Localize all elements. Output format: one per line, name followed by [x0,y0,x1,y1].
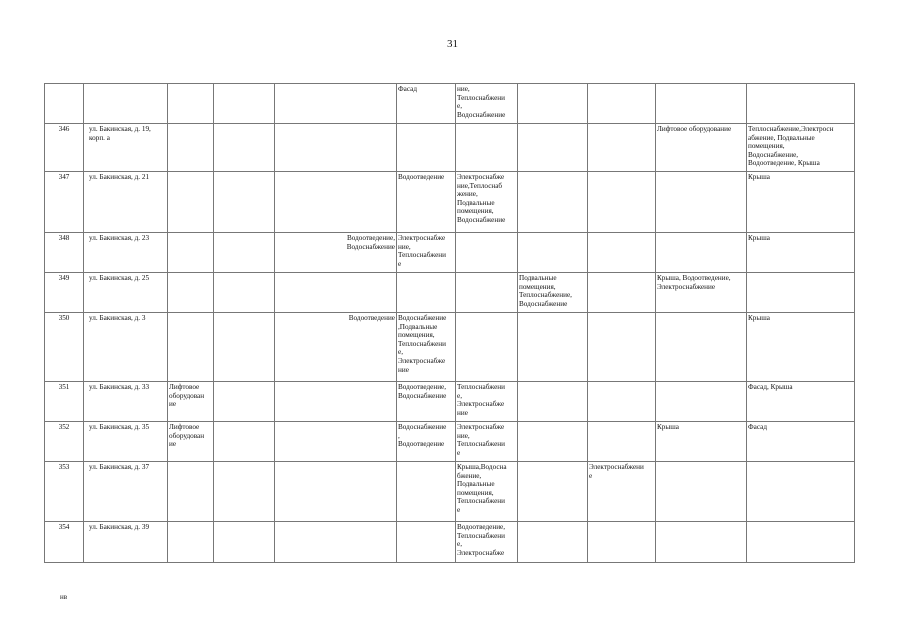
category-cell-c8 [518,84,588,124]
category-cell-c8 [518,124,588,172]
address-cell [84,273,168,313]
category-cell-c7 [456,462,518,522]
category-cell-c9 [588,422,656,462]
cell-text: Водоснабжение , Водоотведение [398,423,447,449]
category-cell-c11 [747,313,855,382]
category-cell-c6 [397,124,456,172]
cell-text: ул. Бакинская, д. 21 [89,173,150,181]
cell-text: ул. Бакинская, д. 19, корп. а [89,125,151,142]
table-row [45,124,855,172]
cell-text: Лифтовое оборудование [657,125,732,133]
category-cell-c6 [397,382,456,422]
category-cell-c3 [168,422,214,462]
category-cell-c7 [456,382,518,422]
category-cell-c7 [456,172,518,233]
row-number-cell [45,422,84,462]
category-cell-c4 [214,382,275,422]
category-cell-c7 [456,422,518,462]
category-cell-c9 [588,84,656,124]
category-cell-c3 [168,84,214,124]
category-cell-c5 [275,233,397,273]
cell-text: 347 [58,173,70,181]
cell-text: Фасад [398,85,417,93]
address-cell [84,382,168,422]
address-cell [84,233,168,273]
category-cell-c8 [518,422,588,462]
category-cell-c5 [275,124,397,172]
category-cell-c3 [168,233,214,273]
category-cell-c3 [168,522,214,563]
row-number-cell [45,313,84,382]
row-number-cell [45,124,84,172]
cell-text: ул. Бакинская, д. 25 [89,274,150,282]
cell-text: 348 [58,234,70,242]
category-cell-c5 [275,84,397,124]
category-cell-c3 [168,313,214,382]
category-cell-c6 [397,233,456,273]
cell-text: Электроснабже ние, Теплоснабжени е [398,234,446,268]
table-row [45,233,855,273]
category-cell-c9 [588,462,656,522]
cell-text: Крыша, Водоотведение, Электроснабжение [657,274,731,291]
category-cell-c8 [518,313,588,382]
category-cell-c5 [275,522,397,563]
cell-text: Электроснабже ние,Теплоснаб жение, Подвальные помещения, Водоснабжение [457,173,506,224]
category-cell-c7 [456,273,518,313]
category-cell-c4 [214,422,275,462]
category-cell-c7 [456,313,518,382]
category-cell-c11 [747,84,855,124]
cell-text: Крыша,Водосна бжение, Подвальные помещения, Теплоснабжени е [457,463,507,514]
category-cell-c10 [656,522,747,563]
cell-text: Водоотведение [348,314,395,322]
cell-text: Электроснабжени е [589,463,644,480]
address-cell [84,422,168,462]
cell-text: Подвальные помещения, Теплоснабжение, Водоснабжение [519,274,572,308]
category-cell-c4 [214,273,275,313]
cell-text: Водоснабжение ,Подвальные помещения, Теплоснабжени е, Электроснабже ние [398,314,447,374]
category-cell-c8 [518,462,588,522]
cell-text: 352 [58,423,70,431]
category-cell-c8 [518,382,588,422]
category-cell-c8 [518,522,588,563]
category-cell-c11 [747,422,855,462]
cell-text: ние, Теплоснабжени е, Водоснабжение [457,85,506,119]
table-row [45,522,855,563]
category-cell-c10 [656,462,747,522]
address-cell [84,124,168,172]
category-cell-c10 [656,273,747,313]
category-cell-c6 [397,313,456,382]
category-cell-c7 [456,522,518,563]
cell-text: Лифтовое оборудован ие [169,383,205,409]
category-cell-c11 [747,273,855,313]
footer-note: нв [60,593,68,601]
address-cell [84,84,168,124]
category-cell-c11 [747,462,855,522]
category-cell-c7 [456,84,518,124]
cell-text: 351 [58,383,70,391]
cell-text: Теплоснабжени е, Электроснабже ние [457,383,505,417]
address-cell [84,313,168,382]
cell-text: Крыша [748,314,770,322]
category-cell-c9 [588,382,656,422]
category-cell-c5 [275,422,397,462]
category-cell-c9 [588,273,656,313]
cell-text: ул. Бакинская, д. 3 [89,314,146,322]
table-body [45,84,855,563]
category-cell-c6 [397,273,456,313]
cell-text: 346 [58,125,70,133]
page-number: 31 [447,38,458,50]
cell-text: ул. Бакинская, д. 39 [89,523,150,531]
table-row [45,382,855,422]
category-cell-c11 [747,382,855,422]
table-row [45,84,855,124]
row-number-cell [45,233,84,273]
category-cell-c11 [747,124,855,172]
table-row [45,273,855,313]
category-cell-c6 [397,422,456,462]
category-cell-c4 [214,522,275,563]
category-cell-c8 [518,233,588,273]
category-cell-c10 [656,233,747,273]
cell-text: 353 [58,463,70,471]
address-cell [84,522,168,563]
cell-text: 354 [58,523,70,531]
cell-text: 349 [58,274,70,282]
category-cell-c5 [275,172,397,233]
register-table [44,83,855,563]
row-number-cell [45,522,84,563]
category-cell-c4 [214,233,275,273]
cell-text: ул. Бакинская, д. 33 [89,383,150,391]
cell-text: Теплоснабжение,Электросн абжение, Подвальные помещения, Водоснабжение, Водоотведение, Крыша [748,125,834,168]
cell-text: Водоотведение, Водоснабжение [398,383,447,400]
address-cell [84,172,168,233]
cell-text: Лифтовое оборудован ие [169,423,205,449]
category-cell-c3 [168,382,214,422]
table-row [45,462,855,522]
category-cell-c10 [656,422,747,462]
row-number-cell [45,382,84,422]
cell-text: ул. Бакинская, д. 37 [89,463,150,471]
category-cell-c6 [397,522,456,563]
category-cell-c10 [656,313,747,382]
cell-text: ул. Бакинская, д. 23 [89,234,150,242]
category-cell-c3 [168,124,214,172]
cell-text: 350 [58,314,70,322]
category-cell-c5 [275,462,397,522]
row-number-cell [45,84,84,124]
cell-text: Водоотведение [398,173,445,181]
category-cell-c6 [397,172,456,233]
cell-text: Крыша [657,423,679,431]
category-cell-c5 [275,273,397,313]
category-cell-c11 [747,233,855,273]
category-cell-c6 [397,462,456,522]
category-cell-c9 [588,313,656,382]
category-cell-c4 [214,124,275,172]
category-cell-c7 [456,124,518,172]
cell-text: Электроснабже ние, Теплоснабжени е [457,423,505,457]
category-cell-c8 [518,273,588,313]
category-cell-c9 [588,522,656,563]
table-row [45,422,855,462]
cell-text: Крыша [748,234,770,242]
cell-text: Водоотведение, Водоснабжение [346,234,395,251]
cell-text: ул. Бакинская, д. 35 [89,423,150,431]
row-number-cell [45,462,84,522]
category-cell-c6 [397,84,456,124]
cell-text: Водоотведение, Теплоснабжени е, Электроснабже [457,523,506,557]
cell-text: Фасад, Крыша [748,383,793,391]
category-cell-c9 [588,172,656,233]
row-number-cell [45,273,84,313]
category-cell-c3 [168,462,214,522]
category-cell-c5 [275,313,397,382]
category-cell-c3 [168,273,214,313]
category-cell-c3 [168,172,214,233]
category-cell-c8 [518,172,588,233]
category-cell-c7 [456,233,518,273]
category-cell-c4 [214,313,275,382]
category-cell-c10 [656,124,747,172]
table-row [45,172,855,233]
category-cell-c11 [747,522,855,563]
category-cell-c4 [214,172,275,233]
cell-text: Фасад [748,423,767,431]
category-cell-c5 [275,382,397,422]
table-row [45,313,855,382]
cell-text: Крыша [748,173,770,181]
category-cell-c10 [656,84,747,124]
category-cell-c11 [747,172,855,233]
category-cell-c4 [214,84,275,124]
category-cell-c4 [214,462,275,522]
category-cell-c10 [656,382,747,422]
address-cell [84,462,168,522]
category-cell-c9 [588,124,656,172]
category-cell-c10 [656,172,747,233]
row-number-cell [45,172,84,233]
category-cell-c9 [588,233,656,273]
